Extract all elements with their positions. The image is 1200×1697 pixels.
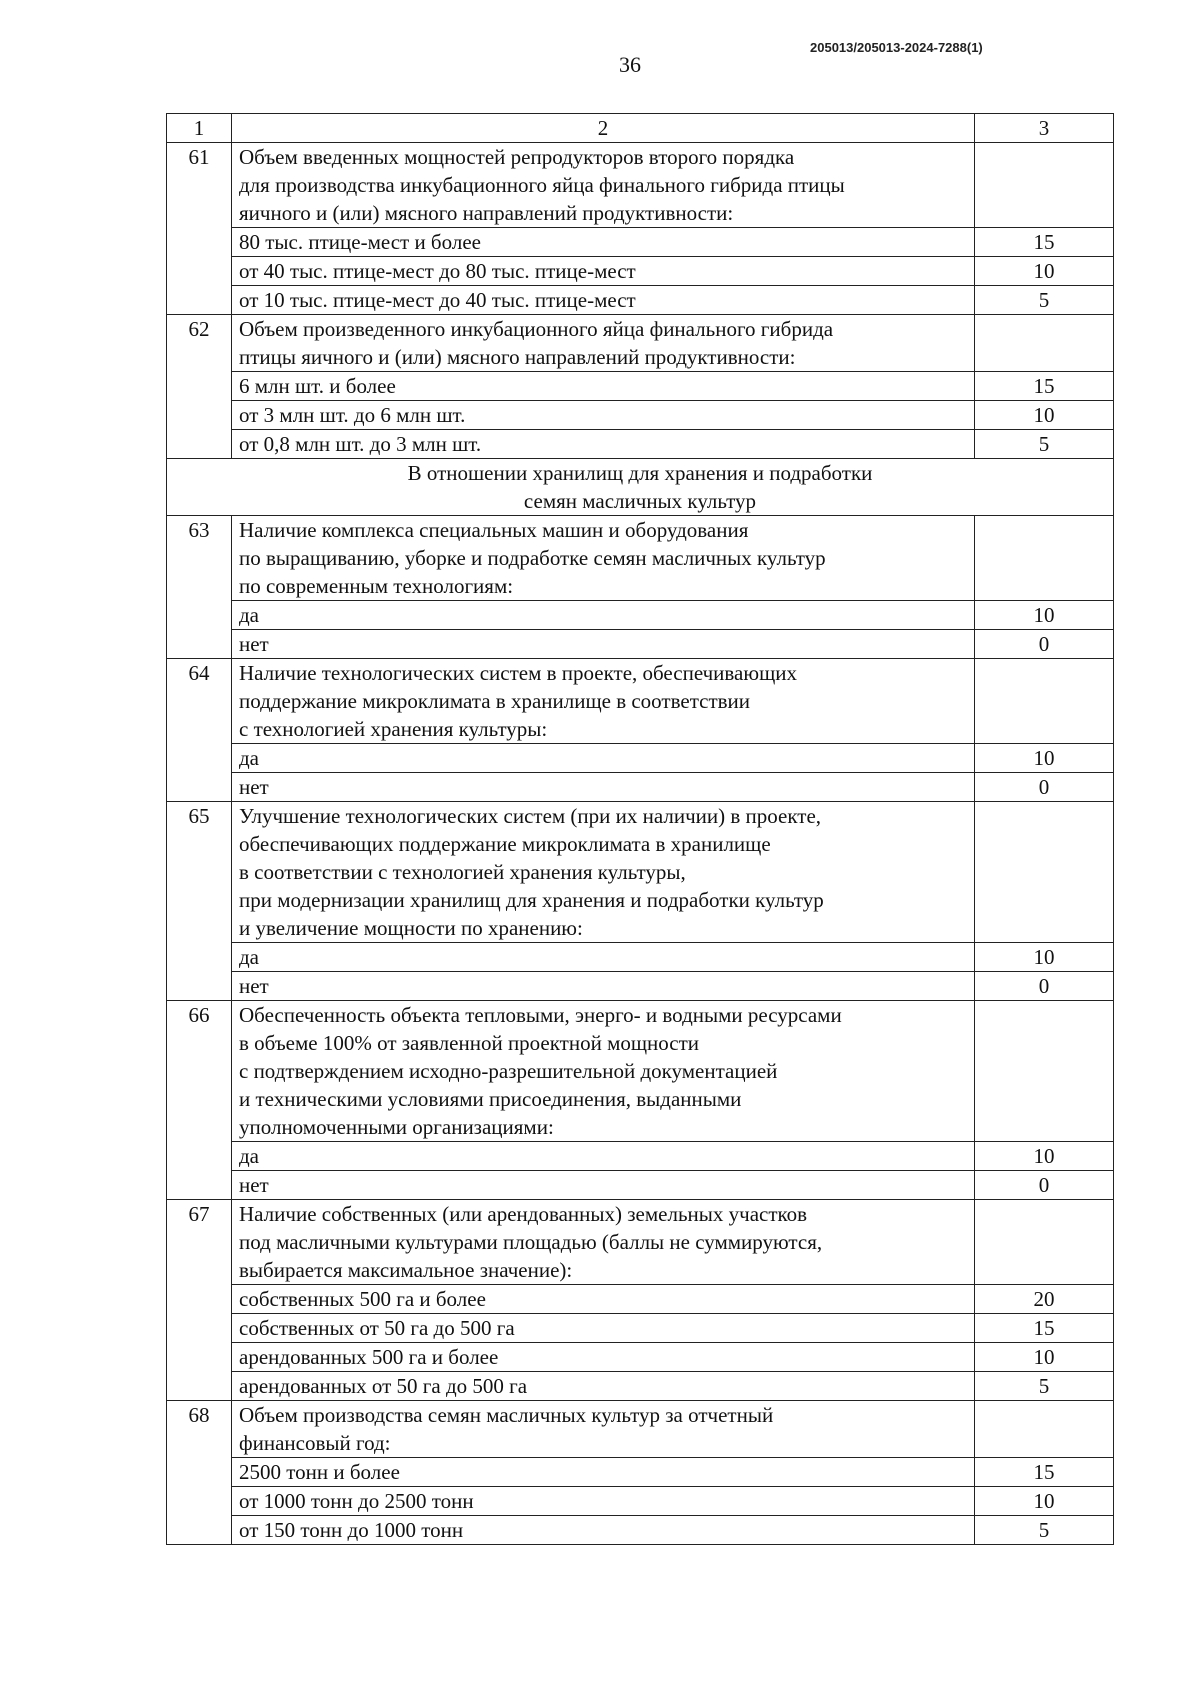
table-row bbox=[167, 802, 1114, 943]
table-row bbox=[167, 1516, 1114, 1545]
option-label: нет bbox=[232, 972, 975, 1001]
option-label: да bbox=[232, 601, 975, 630]
table-row bbox=[167, 516, 1114, 601]
option-score: 0 bbox=[975, 773, 1114, 802]
table-row bbox=[167, 1171, 1114, 1200]
option-score: 15 bbox=[975, 1314, 1114, 1343]
option-label: арендованных 500 га и более bbox=[232, 1343, 975, 1372]
option-label: от 10 тыс. птице-мест до 40 тыс. птице-мест bbox=[232, 286, 975, 315]
page-number: 36 bbox=[619, 52, 641, 77]
option-label: собственных от 50 га до 500 га bbox=[232, 1314, 975, 1343]
section-title: В отношении хранилищ для хранения и подработки семян масличных культур bbox=[167, 459, 1114, 516]
option-score: 5 bbox=[975, 430, 1114, 459]
score-cell bbox=[975, 1200, 1114, 1285]
option-score: 0 bbox=[975, 630, 1114, 659]
table-row bbox=[167, 744, 1114, 773]
table-row bbox=[167, 1458, 1114, 1487]
option-score: 0 bbox=[975, 972, 1114, 1001]
table-row bbox=[167, 286, 1114, 315]
option-label: да bbox=[232, 943, 975, 972]
option-label: 6 млн шт. и более bbox=[232, 372, 975, 401]
option-label: 2500 тонн и более bbox=[232, 1458, 975, 1487]
option-label: от 0,8 млн шт. до 3 млн шт. bbox=[232, 430, 975, 459]
criterion-title: Обеспеченность объекта тепловыми, энерго- и водными ресурсами в объеме 100% от заявленной проектной мощности с подтверждением исходно-разрешительной документацией и техническими условиями присоединения, выданными уполномоченными организациями: bbox=[232, 1001, 975, 1142]
option-label: нет bbox=[232, 1171, 975, 1200]
option-label: от 150 тонн до 1000 тонн bbox=[232, 1516, 975, 1545]
column-header-1: 1 bbox=[167, 114, 232, 143]
table-row bbox=[167, 430, 1114, 459]
table-row bbox=[167, 943, 1114, 972]
option-label: арендованных от 50 га до 500 га bbox=[232, 1372, 975, 1401]
criterion-number: 66 bbox=[167, 1001, 232, 1200]
table-row bbox=[167, 1401, 1114, 1458]
option-score: 10 bbox=[975, 1343, 1114, 1372]
criterion-number: 65 bbox=[167, 802, 232, 1001]
table-row bbox=[167, 1200, 1114, 1285]
table-row bbox=[167, 1487, 1114, 1516]
criterion-title: Улучшение технологических систем (при их наличии) в проекте, обеспечивающих поддержание микроклимата в хранилище в соответствии с технологией хранения культуры, при модернизации хранилищ для хранения и подработки культур и увеличение мощности по хранению: bbox=[232, 802, 975, 943]
score-cell bbox=[975, 802, 1114, 943]
option-label: да bbox=[232, 744, 975, 773]
table-row bbox=[167, 972, 1114, 1001]
table-row bbox=[167, 1372, 1114, 1401]
table-row bbox=[167, 372, 1114, 401]
criterion-number: 61 bbox=[167, 143, 232, 315]
option-score: 10 bbox=[975, 257, 1114, 286]
document-code: 205013/205013-2024-7288(1) bbox=[810, 40, 983, 55]
option-score: 15 bbox=[975, 372, 1114, 401]
score-cell bbox=[975, 659, 1114, 744]
criterion-number: 67 bbox=[167, 1200, 232, 1401]
criteria-table bbox=[166, 113, 1114, 1545]
table-row bbox=[167, 659, 1114, 744]
option-label: нет bbox=[232, 773, 975, 802]
score-cell bbox=[975, 1401, 1114, 1458]
table-row bbox=[167, 257, 1114, 286]
criterion-number: 64 bbox=[167, 659, 232, 802]
option-score: 5 bbox=[975, 1372, 1114, 1401]
criterion-title: Объем введенных мощностей репродукторов второго порядка для производства инкубационного яйца финального гибрида птицы яичного и (или) мясного направлений продуктивности: bbox=[232, 143, 975, 228]
column-header-3: 3 bbox=[975, 114, 1114, 143]
option-label: от 3 млн шт. до 6 млн шт. bbox=[232, 401, 975, 430]
score-cell bbox=[975, 516, 1114, 601]
option-score: 20 bbox=[975, 1285, 1114, 1314]
table-header-row bbox=[167, 114, 1114, 143]
option-score: 10 bbox=[975, 401, 1114, 430]
table-row bbox=[167, 1343, 1114, 1372]
option-score: 10 bbox=[975, 601, 1114, 630]
option-score: 15 bbox=[975, 228, 1114, 257]
option-score: 10 bbox=[975, 744, 1114, 773]
option-score: 10 bbox=[975, 943, 1114, 972]
option-score: 0 bbox=[975, 1171, 1114, 1200]
option-label: собственных 500 га и более bbox=[232, 1285, 975, 1314]
option-label: нет bbox=[232, 630, 975, 659]
table-row bbox=[167, 773, 1114, 802]
option-score: 15 bbox=[975, 1458, 1114, 1487]
criterion-title: Наличие комплекса специальных машин и оборудования по выращиванию, уборке и подработке семян масличных культур по современным технологиям: bbox=[232, 516, 975, 601]
criterion-number: 68 bbox=[167, 1401, 232, 1545]
option-label: 80 тыс. птице-мест и более bbox=[232, 228, 975, 257]
section-row bbox=[167, 459, 1114, 516]
table-row bbox=[167, 228, 1114, 257]
criterion-title: Наличие технологических систем в проекте, обеспечивающих поддержание микроклимата в хранилище в соответствии с технологией хранения культуры: bbox=[232, 659, 975, 744]
score-cell bbox=[975, 315, 1114, 372]
criterion-number: 63 bbox=[167, 516, 232, 659]
option-label: от 40 тыс. птице-мест до 80 тыс. птице-мест bbox=[232, 257, 975, 286]
option-label: да bbox=[232, 1142, 975, 1171]
table-row bbox=[167, 601, 1114, 630]
table-row bbox=[167, 630, 1114, 659]
score-cell bbox=[975, 143, 1114, 228]
criterion-number: 62 bbox=[167, 315, 232, 459]
table-row bbox=[167, 1001, 1114, 1142]
table-row bbox=[167, 1285, 1114, 1314]
table-row bbox=[167, 315, 1114, 372]
score-cell bbox=[975, 1001, 1114, 1142]
criterion-title: Объем производства семян масличных культур за отчетный финансовый год: bbox=[232, 1401, 975, 1458]
table-row bbox=[167, 401, 1114, 430]
option-label: от 1000 тонн до 2500 тонн bbox=[232, 1487, 975, 1516]
column-header-2: 2 bbox=[232, 114, 975, 143]
criterion-title: Наличие собственных (или арендованных) земельных участков под масличными культурами площадью (баллы не суммируются, выбирается максимальное значение): bbox=[232, 1200, 975, 1285]
criterion-title: Объем произведенного инкубационного яйца финального гибрида птицы яичного и (или) мясного направлений продуктивности: bbox=[232, 315, 975, 372]
table-row bbox=[167, 1142, 1114, 1171]
option-score: 10 bbox=[975, 1487, 1114, 1516]
table-row bbox=[167, 143, 1114, 228]
option-score: 5 bbox=[975, 286, 1114, 315]
option-score: 5 bbox=[975, 1516, 1114, 1545]
option-score: 10 bbox=[975, 1142, 1114, 1171]
table-row bbox=[167, 1314, 1114, 1343]
